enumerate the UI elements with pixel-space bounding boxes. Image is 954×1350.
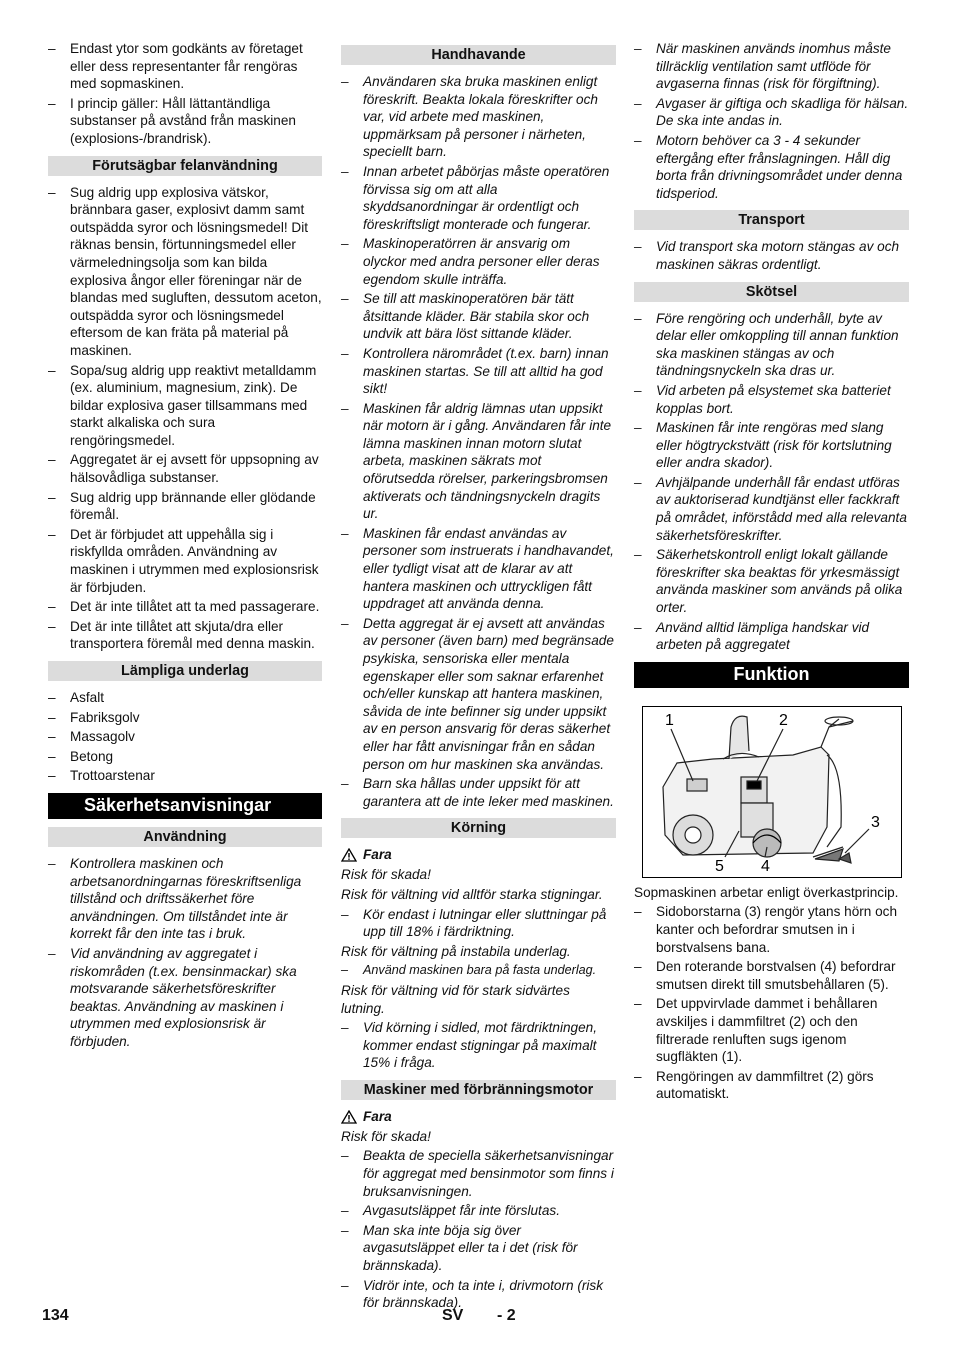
handling-list (341, 73, 616, 810)
list-item: – Det är inte tillåtet att skjuta/dra eller transportera föremål med denna maskin. (48, 618, 315, 652)
chapter-heading-function: Funktion (634, 662, 909, 688)
surfaces-list (48, 689, 322, 785)
exhaust-list (634, 40, 909, 202)
list-item: – Betong (48, 748, 114, 764)
list-item: – Beakta de speciella säkerhetsanvisningar för aggregat med bensinmotor som finns i bruksanvisningen. (341, 1148, 614, 1199)
warning-triangle-icon (341, 848, 357, 862)
list-item: – Det är förbjudet att uppehålla sig i riskfyllda områden. Användning av maskinen i utrymmen med explosionsrisk är förbjuden. (48, 526, 319, 595)
list-item: – Detta aggregat är ej avsett att användas av personer (även barn) med begränsade psykiska, sensoriska eller mentala egenskaper eller som saknar erfarenhet och/eller kunskap att hantera maskinen, såvida de inte befinner sig under uppsikt av en person ansvarig för deras säkerhet eller har fått anvisningar från en sådan person om hur maskinen ska användas. (341, 615, 614, 772)
sweeper-illustration (643, 707, 901, 877)
column-1 (48, 40, 322, 1053)
chapter-heading-safety: Säkerhetsanvisningar (48, 793, 322, 819)
list-item: – Avhjälpande underhåll får endast utföras av auktoriserad kundtjänst eller fackkraft på området, införstådd med alla relevanta säkerhetsföreskrifter. (634, 474, 907, 543)
driving-risk-injury: Risk för skada! (341, 867, 431, 883)
combustion-list (341, 1147, 616, 1311)
list-item: – Vid körning i sidled, mot färdriktningen, kommer endast stigningar på maximalt 15% i fråga. (341, 1020, 597, 1071)
list-item: – Motorn behöver ca 3 - 4 sekunder eftergång efter frånslagningen. Håll dig borta från drivningsområdet under denna tidsperiod. (634, 132, 903, 201)
list-item: – I princip gäller: Håll lättantändliga substanser på avstånd från maskinen (explosions-/brandrisk). (48, 95, 296, 146)
list-item: – Avgasutsläppet får inte förslutas. (341, 1203, 560, 1219)
list-item: – Maskinen får inte rengöras med slang eller högtryckstvätt (risk för kortslutning eller andra skador). (634, 420, 892, 471)
intro-list (48, 40, 322, 148)
list-item: – Vidrör inte, och ta inte i, drivmotorn (risk för brännskada). (341, 1277, 603, 1311)
list-item: – Vid transport ska motorn stängas av och maskinen säkras ordentligt. (634, 239, 900, 272)
section-heading-usage: Användning (48, 827, 322, 847)
language-code: SV (442, 1307, 464, 1324)
figure-label-1: 1 (665, 711, 674, 729)
list-item: – Asfalt (48, 690, 104, 705)
sweeper-diagram (642, 706, 902, 878)
list-item: – Kontrollera närområdet (t.ex. barn) innan maskinen startas. Se till att alltid ha god sikt! (341, 345, 609, 397)
figure-label-2: 2 (779, 711, 788, 729)
figure-label-5: 5 (715, 857, 724, 875)
column-2 (341, 40, 616, 1314)
list-item: – Före rengöring och underhåll, byte av delar eller omkoppling till annan funktion ska maskinen stängas av och tändningsnyckeln ska dras ur. (634, 310, 899, 379)
section-heading-misuse: Förutsägbar felanvändning (48, 156, 322, 176)
list-item: – Trottoarstenar (48, 768, 155, 784)
list-item: – Den roterande borstvalsen (4) befordrar smutsen direkt till smutsbehållaren (5). (634, 959, 896, 992)
section-heading-care: Skötsel (634, 282, 909, 302)
driving-risk-unstable: Risk för vältning på instabila underlag. (341, 943, 571, 959)
list-item: – Använd maskinen bara på fasta underlag. (341, 963, 597, 978)
list-item: – Endast ytor som godkänts av företaget eller dess representanter får rengöras med sopmaskinen. (48, 41, 303, 92)
driving-warning: Fara (341, 846, 616, 864)
page-number: 134 (42, 1307, 69, 1324)
section-heading-driving: Körning (341, 818, 616, 838)
combustion-risk: Risk för skada! (341, 1128, 431, 1144)
list-item: – När maskinen används inomhus måste tillräcklig ventilation samt utflöde för avgaserna finnas (risk för förgiftning). (634, 41, 891, 92)
list-item: – Fabriksgolv (48, 709, 140, 725)
list-item: – Säkerhetskontroll enligt lokalt gällande föreskrifter ska beaktas för yrkesmässigt använda maskiner som används på olika orter. (634, 547, 903, 616)
list-item: – Se till att maskinoperatören bär tätt åtsittande kläder. Bär stabila skor och undvik att bära löst sittande kläder. (341, 291, 590, 342)
sub-page-number: - 2 (497, 1307, 516, 1324)
section-heading-surfaces: Lämpliga underlag (48, 661, 322, 681)
list-item: – Avgaser är giftiga och skadliga för hälsan. De ska inte andas in. (634, 95, 909, 129)
figure-label-4: 4 (761, 857, 770, 875)
list-item: – Vid användning av aggregatet i riskområden (t.ex. bensinmackar) ska motsvarande säkerhetsföreskrifter beaktas. Användning av maskinen i utrymmen med explosionsrisk är förbjuden. (48, 945, 297, 1049)
list-item: – Sidoborstarna (3) rengör ytans hörn och kanter och befordrar smutsen in i borstvalsens bana. (634, 904, 898, 955)
function-list (634, 903, 909, 1103)
usage-list (48, 855, 322, 1051)
driving-risk-sideways: Risk för vältning vid för stark sidvärtes lutning. (341, 982, 570, 1016)
care-list (634, 310, 909, 654)
list-item: – Det är inte tillåtet att ta med passagerare. (48, 599, 320, 615)
list-item: – Vid arbeten på elsystemet ska batteriet kopplas bort. (634, 382, 891, 416)
combustion-warning: Fara (341, 1108, 616, 1126)
list-item: – Maskinoperatörren är ansvarig om olyckor med andra personer eller deras egendom skulle inträffa. (341, 236, 600, 287)
function-intro: Sopmaskinen arbetar enligt överkastprincip. (634, 884, 899, 900)
figure-label-3: 3 (871, 813, 880, 831)
misuse-list (48, 184, 322, 653)
list-item: – Använd alltid lämpliga handskar vid arbeten på aggregatet (634, 619, 870, 653)
list-item: – Maskinen får endast användas av personer som instruerats i handhavandet, eller tydligt visat att de klarar av att hantera maskinen och uttryckligen fått uppdraget att använda denna. (341, 525, 614, 612)
list-item: – Kör endast i lutningar eller sluttningar på upp till 18% i färdriktning. (341, 906, 607, 940)
list-item: – Innan arbetet påbörjas måste operatören förvissa sig om att alla skyddsanordningar är ordentligt och föreskriftsligt monterade och fungerar. (341, 163, 610, 232)
section-heading-transport: Transport (634, 210, 909, 230)
warning-triangle-icon (341, 1110, 357, 1124)
list-item: – Aggregatet är ej avsett för uppsopning av hälsovådliga substanser. (48, 452, 319, 486)
column-3 (634, 40, 909, 1105)
list-item: – Man ska inte böja sig över avgasutsläppet eller ta i det (risk för brännskada). (341, 1222, 578, 1274)
list-item: – Sug aldrig upp brännande eller glödande föremål. (48, 489, 316, 523)
list-item: – Barn ska hållas under uppsikt för att garantera att de inte leker med maskinen. (341, 776, 614, 809)
list-item: – Kontrollera maskinen och arbetsanordningarnas föreskriftsenliga tillstånd och driftssäkerhet före användningen. Om tillståndet inte är korrekt får den inte tas i bruk. (48, 855, 302, 942)
driving-risk-slope: Risk för vältning vid alltför starka stigningar. (341, 886, 603, 902)
list-item: – Rengöringen av dammfiltret (2) görs automatiskt. (634, 1068, 874, 1102)
list-item: – Massagolv (48, 729, 135, 745)
section-heading-handling: Handhavande (341, 45, 616, 65)
list-item: – Sug aldrig upp explosiva vätskor, brännbara gaser, explosivt damm samt outspädda syror och lösningsmedel! Dit räknas bensin, förtunningsmedel eller värmeledningsolja som kan bilda explosiva ångor eller föreningar när de blandas med sugluften, dessutom aceton, outspädda syror och lösningsmedel eftersom de kan fräta på material på maskinen. (48, 184, 322, 358)
list-item: – Maskinen får aldrig lämnas utan uppsikt när motorn är i gång. Användaren får inte lämna maskinen innan motorn slutat arbeta, maskinen säkrats mot oförutsedda rörelser, parkeringsbromsen aktiverats och tändningsnyckeln dragits ur. (341, 400, 612, 522)
list-item: – Sopa/sug aldrig upp reaktivt metalldamm (ex. aluminium, magnesium, zink). De bildar explosiva gaser tillsammans med starkt alkaliska och sura rengöringsmedel. (48, 362, 317, 448)
list-item: – Det uppvirvlade dammet i behållaren avskiljes i dammfiltret (2) och den filtrerade renluften sugs igenom sugfläkten (1). (634, 996, 878, 1065)
section-heading-combustion: Maskiner med förbränningsmotor (341, 1080, 616, 1100)
list-item: – Användaren ska bruka maskinen enligt föreskrift. Beakta lokala föreskrifter och var, vid arbete med maskinen, uppmärksam på personer i närheten, speciellt barn. (341, 74, 598, 160)
